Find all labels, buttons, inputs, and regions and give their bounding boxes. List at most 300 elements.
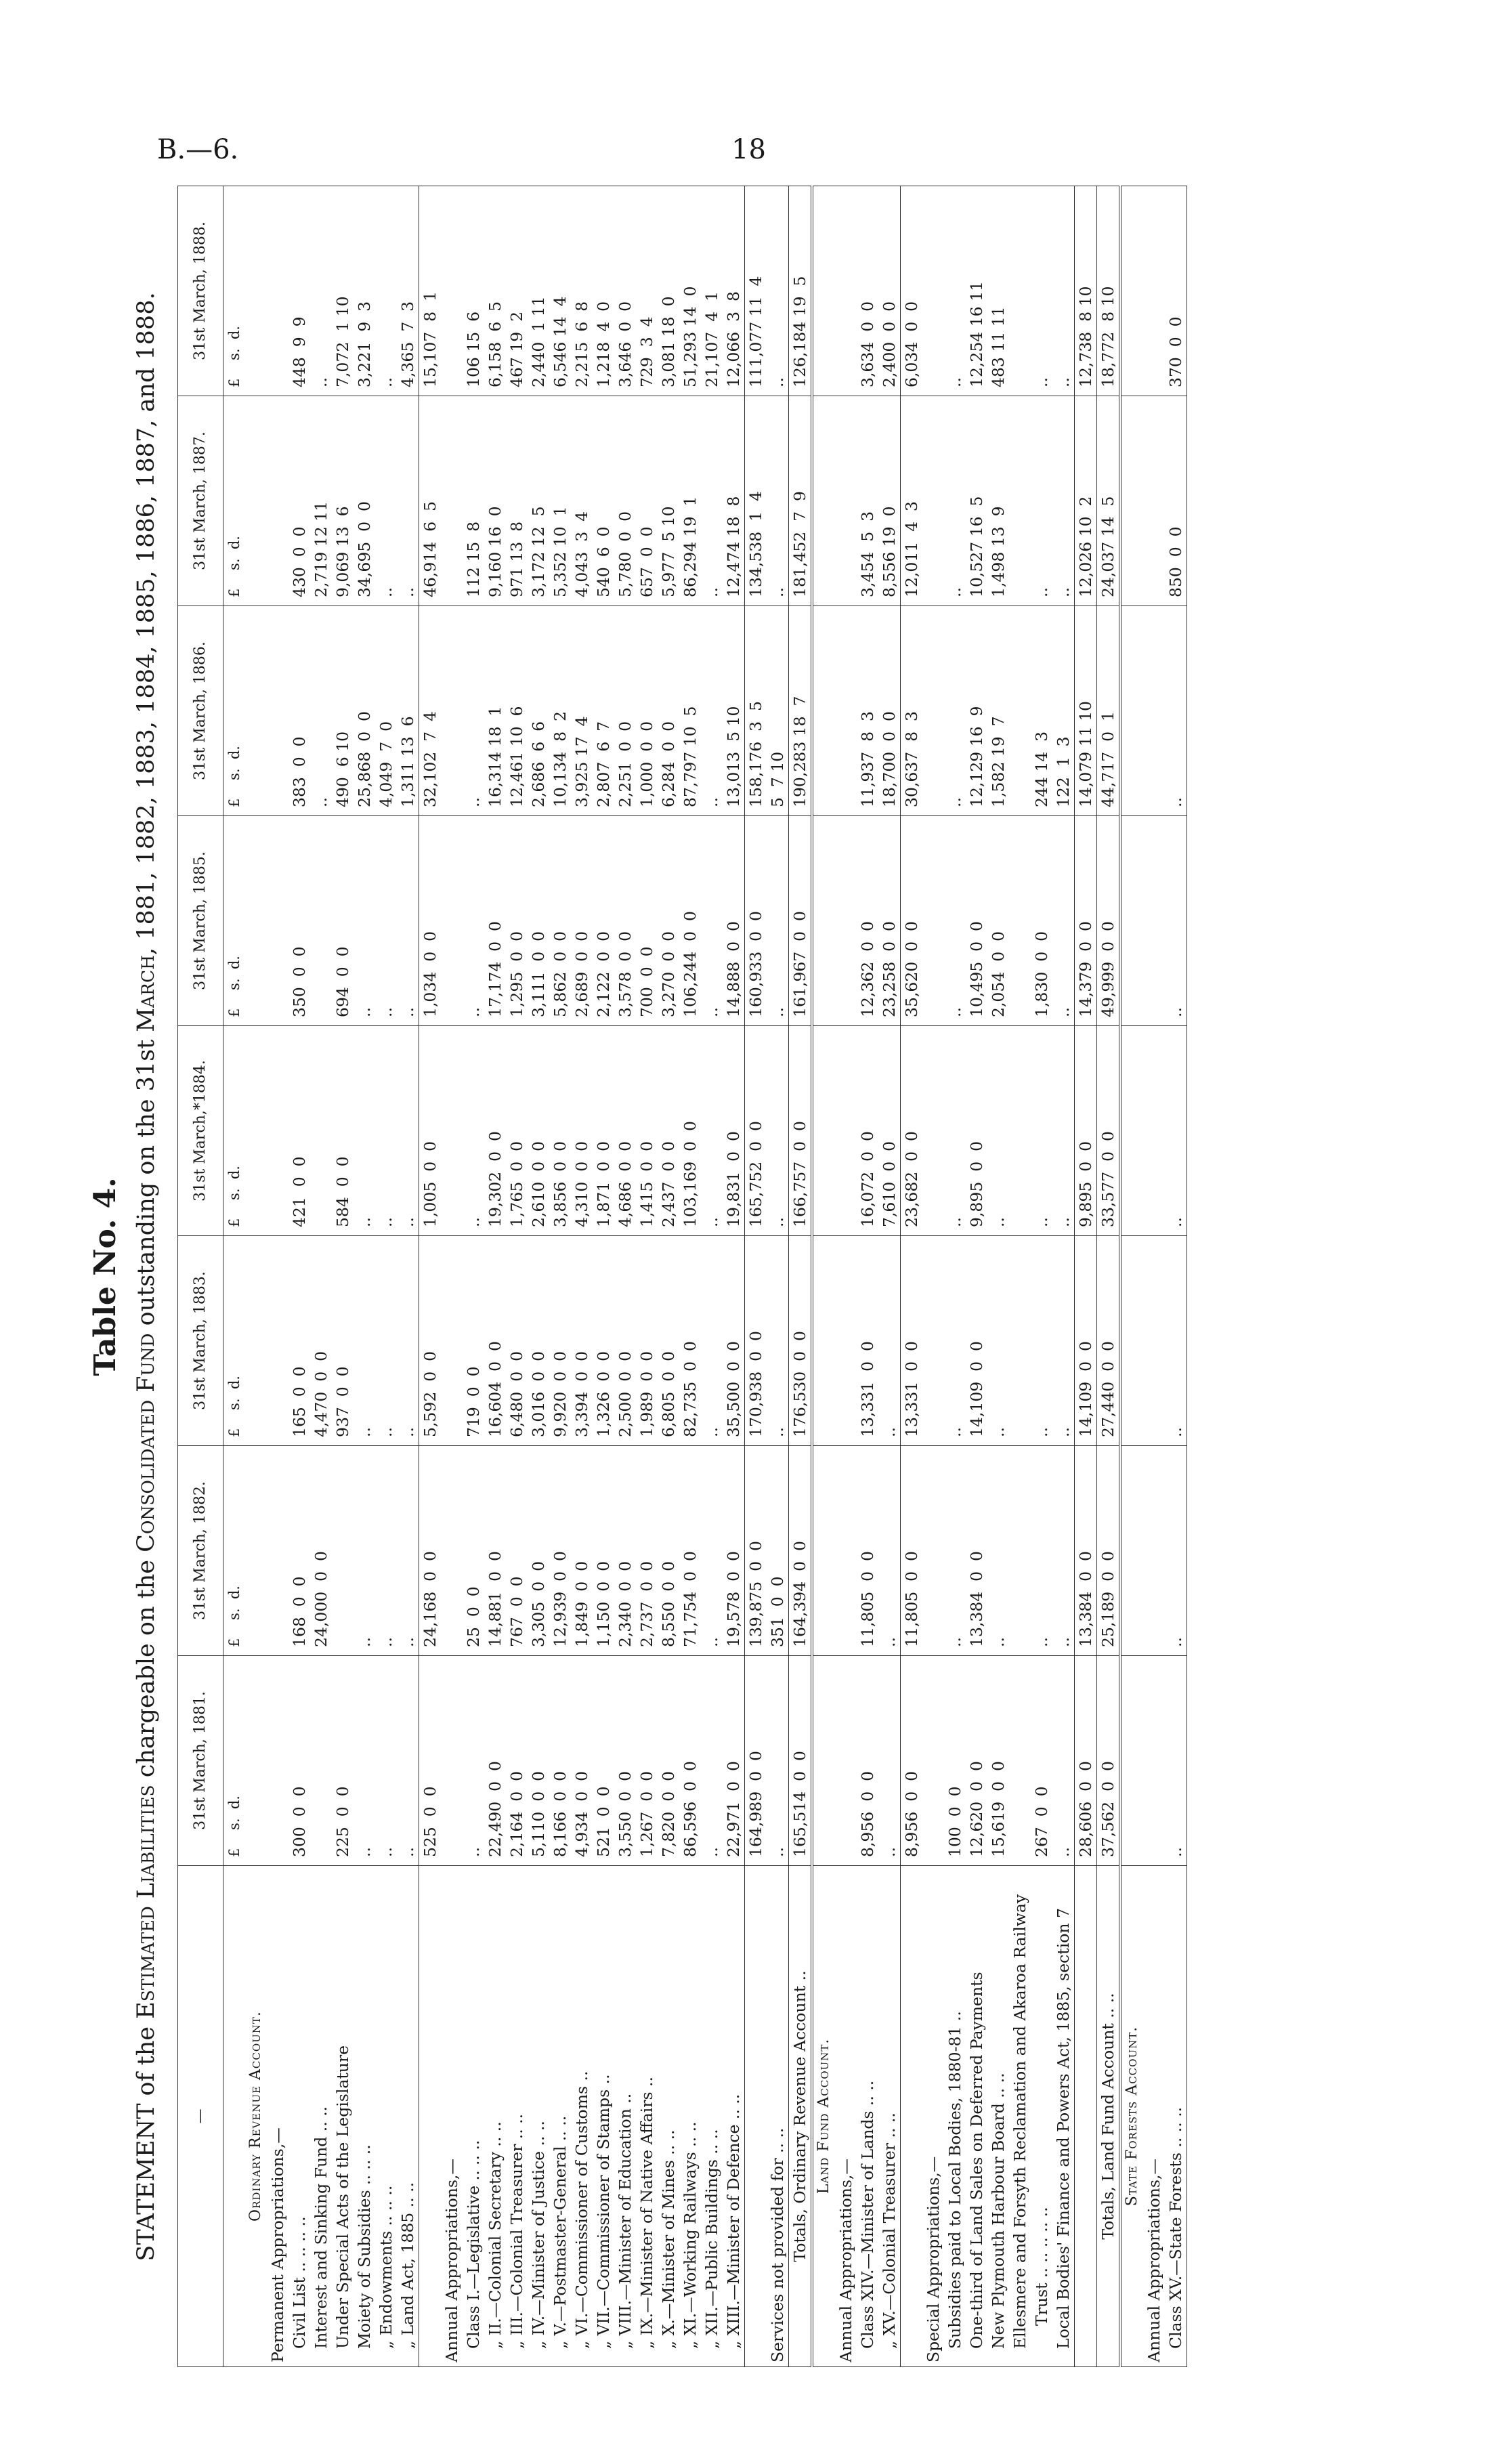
amount-cell: [1143, 1446, 1165, 1656]
table-row: [636, 186, 658, 2367]
amount-cell: 2,164 0 0: [506, 1656, 528, 1866]
row-label: Moiety of Subsidies .. .. ..: [354, 1866, 375, 2367]
amount-cell: 9,920 0 0: [549, 1236, 571, 1446]
amount-cell: ..: [878, 1446, 901, 1656]
amount-cell: 4,686 0 0: [614, 1026, 636, 1236]
table-row: [1009, 186, 1031, 2367]
row-label: „ VIII.—Minister of Education ..: [614, 1866, 636, 2367]
table-row: [723, 186, 745, 2367]
header-row: [178, 186, 223, 2367]
amount-cell: [812, 606, 835, 816]
amount-cell: [1009, 186, 1031, 396]
amount-cell: 25,868 0 0: [354, 606, 375, 816]
amount-cell: ..: [397, 1656, 419, 1866]
amount-cell: 1,311 13 6: [397, 606, 419, 816]
amount-cell: 28,606 0 0: [1075, 1656, 1097, 1866]
amount-cell: [1009, 1656, 1031, 1866]
amount-cell: 23,258 0 0: [878, 816, 901, 1026]
amount-cell: [441, 816, 463, 1026]
header-year: 31st March, 1883.: [178, 1236, 223, 1446]
amount-cell: 165,514 0 0: [789, 1656, 813, 1866]
amount-cell: 421 0 0: [288, 1026, 310, 1236]
amount-cell: 3,925 17 4: [571, 606, 593, 816]
amount-cell: [922, 1236, 944, 1446]
amount-cell: 1,415 0 0: [636, 1026, 658, 1236]
amount-cell: 23,682 0 0: [901, 1026, 923, 1236]
title-years: , 1881, 1882, 1883, 1884, 1885, 1886, 1887, and 1888.: [133, 292, 160, 956]
amount-cell: 3,394 0 0: [571, 1236, 593, 1446]
amount-cell: [441, 186, 463, 396]
row-label: „ Land Act, 1885 .. ..: [397, 1866, 419, 2367]
amount-cell: 971 13 8: [506, 396, 528, 606]
amount-cell: 11,937 8 3: [857, 606, 878, 816]
amount-cell: [1009, 1026, 1031, 1236]
amount-cell: ..: [375, 1236, 397, 1446]
amount-cell: 1,000 0 0: [636, 606, 658, 816]
amount-cell: 12,738 8 10: [1075, 186, 1097, 396]
amount-cell: 2,807 6 7: [593, 606, 614, 816]
amount-cell: 350 0 0: [288, 816, 310, 1026]
amount-cell: ..: [1165, 1446, 1187, 1656]
amount-cell: 106 15 6: [463, 186, 484, 396]
table-row: [441, 186, 463, 2367]
amount-cell: 168 0 0: [288, 1446, 310, 1656]
amount-cell: ..: [944, 1446, 966, 1656]
row-label: [1075, 1866, 1097, 2367]
amount-cell: 1,218 4 0: [593, 186, 614, 396]
units-cell: £ s. d.: [223, 1026, 246, 1236]
amount-cell: 1,989 0 0: [636, 1236, 658, 1446]
amount-cell: ..: [1052, 186, 1075, 396]
amount-cell: [835, 816, 857, 1026]
amount-cell: ..: [767, 396, 789, 606]
row-label: „ VII.—Commissioner of Stamps ..: [593, 1866, 614, 2367]
amount-cell: [267, 396, 288, 606]
amount-cell: 700 0 0: [636, 816, 658, 1026]
amount-cell: 2,437 0 0: [658, 1026, 679, 1236]
amount-cell: 490 6 10: [332, 606, 354, 816]
amount-cell: ..: [1165, 1026, 1187, 1236]
amount-cell: 9,895 0 0: [966, 1026, 987, 1236]
amount-cell: [267, 816, 288, 1026]
table-row: [310, 186, 332, 2367]
table-row: [835, 186, 857, 2367]
amount-cell: ..: [767, 1656, 789, 1866]
amount-cell: 4,365 7 3: [397, 186, 419, 396]
table-row: [463, 186, 484, 2367]
amount-cell: 8,550 0 0: [658, 1446, 679, 1656]
row-label: Totals, Land Fund Account .. ..: [1097, 1866, 1121, 2367]
amount-cell: 86,596 0 0: [679, 1656, 701, 1866]
table-row: [857, 186, 878, 2367]
amount-cell: [267, 606, 288, 816]
row-label: „ III.—Colonial Treasurer .. ..: [506, 1866, 528, 2367]
amount-cell: ..: [1031, 1446, 1052, 1656]
amount-cell: 4,934 0 0: [571, 1656, 593, 1866]
amount-cell: 1,849 0 0: [571, 1446, 593, 1656]
amount-cell: ..: [397, 1026, 419, 1236]
amount-cell: [1143, 186, 1165, 396]
units-cell: £ s. d.: [223, 186, 246, 396]
amount-cell: ..: [987, 1026, 1009, 1236]
amount-cell: [1009, 1446, 1031, 1656]
amount-cell: ..: [944, 816, 966, 1026]
amount-cell: 12,461 10 6: [506, 606, 528, 816]
amount-cell: 7,072 1 10: [332, 186, 354, 396]
table-row: [528, 186, 549, 2367]
amount-cell: [267, 1236, 288, 1446]
amount-cell: ..: [1052, 1656, 1075, 1866]
amount-cell: [835, 396, 857, 606]
amount-cell: 9,069 13 6: [332, 396, 354, 606]
table-row: [1052, 186, 1075, 2367]
amount-cell: [1143, 1026, 1165, 1236]
amount-cell: 2,215 6 8: [571, 186, 593, 396]
amount-cell: ..: [701, 1656, 723, 1866]
table-row: [987, 186, 1009, 2367]
amount-cell: [245, 1026, 267, 1236]
amount-cell: [1120, 816, 1143, 1026]
amount-cell: [1143, 1656, 1165, 1866]
total-row: [1097, 186, 1121, 2367]
table-number: Table No. 4.: [88, 1177, 123, 1376]
amount-cell: [1143, 396, 1165, 606]
row-label: „ XIII.—Minister of Defence .. ..: [723, 1866, 745, 2367]
amount-cell: 3,646 0 0: [614, 186, 636, 396]
amount-cell: 18,700 0 0: [878, 606, 901, 816]
header-year: 31st March, 1887.: [178, 396, 223, 606]
amount-cell: 19,302 0 0: [484, 1026, 506, 1236]
table-row: [506, 186, 528, 2367]
amount-cell: 525 0 0: [419, 1656, 442, 1866]
table-row: [767, 186, 789, 2367]
amount-cell: ..: [1165, 1656, 1187, 1866]
amount-cell: ..: [375, 816, 397, 1026]
amount-cell: 448 9 9: [288, 186, 310, 396]
row-label: Class I.—Legislative .. .. ..: [463, 1866, 484, 2367]
amount-cell: ..: [397, 816, 419, 1026]
row-label: „ IV.—Minister of Justice .. ..: [528, 1866, 549, 2367]
amount-cell: ..: [1165, 816, 1187, 1026]
amount-cell: ..: [375, 1656, 397, 1866]
amount-cell: 46,914 6 5: [419, 396, 442, 606]
amount-cell: 6,480 0 0: [506, 1236, 528, 1446]
section-heading-row: [812, 186, 835, 2367]
amount-cell: ..: [354, 1656, 375, 1866]
row-label: Special Appropriations,—: [922, 1866, 944, 2367]
amount-cell: 2,251 0 0: [614, 606, 636, 816]
amount-cell: 2,686 6 6: [528, 606, 549, 816]
table-row: [944, 186, 966, 2367]
row-label: Annual Appropriations,—: [1143, 1866, 1165, 2367]
amount-cell: 190,283 18 7: [789, 606, 813, 816]
amount-cell: ..: [944, 186, 966, 396]
amount-cell: 12,362 0 0: [857, 816, 878, 1026]
amount-cell: [310, 1026, 332, 1236]
row-label: Under Special Acts of the Legislature: [332, 1866, 354, 2367]
amount-cell: 181,452 7 9: [789, 396, 813, 606]
amount-cell: 3,305 0 0: [528, 1446, 549, 1656]
amount-cell: [441, 396, 463, 606]
amount-cell: 4,043 3 4: [571, 396, 593, 606]
row-label: „ XII.—Public Buildings .. ..: [701, 1866, 723, 2367]
amount-cell: 10,495 0 0: [966, 816, 987, 1026]
amount-cell: 24,037 14 5: [1097, 396, 1121, 606]
amount-cell: 540 6 0: [593, 396, 614, 606]
amount-cell: 2,054 0 0: [987, 816, 1009, 1026]
amount-cell: 8,166 0 0: [549, 1656, 571, 1866]
amount-cell: 7,820 0 0: [658, 1656, 679, 1866]
table-row: [966, 186, 987, 2367]
amount-cell: [922, 186, 944, 396]
amount-cell: [1120, 186, 1143, 396]
header-year: 31st March, 1885.: [178, 816, 223, 1026]
amount-cell: [267, 1446, 288, 1656]
amount-cell: ..: [1031, 1026, 1052, 1236]
row-label: „ II.—Colonial Secretary .. ..: [484, 1866, 506, 2367]
amount-cell: 17,174 0 0: [484, 816, 506, 1026]
total-row: [789, 186, 813, 2367]
amount-cell: 2,122 0 0: [593, 816, 614, 1026]
row-label: „ X.—Minister of Mines .. ..: [658, 1866, 679, 2367]
amount-cell: 2,737 0 0: [636, 1446, 658, 1656]
amount-cell: [441, 1446, 463, 1656]
amount-cell: 103,169 0 0: [679, 1026, 701, 1236]
row-label: „ Endowments .. .. ..: [375, 1866, 397, 2367]
amount-cell: 657 0 0: [636, 396, 658, 606]
amount-cell: ..: [1052, 1446, 1075, 1656]
table-row: [1165, 186, 1187, 2367]
amount-cell: ..: [987, 1236, 1009, 1446]
amount-cell: 3,856 0 0: [549, 1026, 571, 1236]
amount-cell: 16,072 0 0: [857, 1026, 878, 1236]
amount-cell: 4,470 0 0: [310, 1236, 332, 1446]
amount-cell: ..: [878, 1236, 901, 1446]
page-reference: B.—6.: [157, 134, 239, 165]
amount-cell: [812, 1026, 835, 1236]
amount-cell: 467 19 2: [506, 186, 528, 396]
table-row: [375, 186, 397, 2367]
amount-cell: 3,016 0 0: [528, 1236, 549, 1446]
amount-cell: 12,026 10 2: [1075, 396, 1097, 606]
amount-cell: 5,780 0 0: [614, 396, 636, 606]
table-row: [397, 186, 419, 2367]
amount-cell: 1,326 0 0: [593, 1236, 614, 1446]
row-label: Local Bodies' Finance and Powers Act, 1885, section 7: [1052, 1866, 1075, 2367]
amount-cell: 82,735 0 0: [679, 1236, 701, 1446]
amount-cell: ..: [397, 1236, 419, 1446]
amount-cell: 244 14 3: [1031, 606, 1052, 816]
row-label: „ V.—Postmaster-General .. ..: [549, 1866, 571, 2367]
amount-cell: 1,871 0 0: [593, 1026, 614, 1236]
amount-cell: 267 0 0: [1031, 1656, 1052, 1866]
amount-cell: 18,772 8 10: [1097, 186, 1121, 396]
amount-cell: 14,881 0 0: [484, 1446, 506, 1656]
header-year: 31st March, 1888.: [178, 186, 223, 396]
amount-cell: 37,562 0 0: [1097, 1656, 1121, 1866]
amount-cell: 14,109 0 0: [1075, 1236, 1097, 1446]
amount-cell: 694 0 0: [332, 816, 354, 1026]
amount-cell: 34,695 0 0: [354, 396, 375, 606]
amount-cell: 15,107 8 1: [419, 186, 442, 396]
amount-cell: ..: [701, 816, 723, 1026]
table-row: [593, 186, 614, 2367]
amount-cell: 10,527 16 5: [966, 396, 987, 606]
table-title: [133, 186, 160, 2367]
amount-cell: 139,875 0 0: [745, 1446, 767, 1656]
amount-cell: 14,079 11 10: [1075, 606, 1097, 816]
amount-cell: 35,620 0 0: [901, 816, 923, 1026]
total-row: [745, 186, 767, 2367]
amount-cell: [267, 1026, 288, 1236]
amount-cell: [441, 1656, 463, 1866]
amount-cell: 100 0 0: [944, 1656, 966, 1866]
row-label: Interest and Sinking Fund .. ..: [310, 1866, 332, 2367]
table-row: [484, 186, 506, 2367]
section-heading-row: [1120, 186, 1143, 2367]
row-label: [745, 1866, 767, 2367]
amount-cell: 8,556 19 0: [878, 396, 901, 606]
amount-cell: [1120, 1236, 1143, 1446]
units-cell: £ s. d.: [223, 1656, 246, 1866]
amount-cell: 16,314 18 1: [484, 606, 506, 816]
amount-cell: 21,107 4 1: [701, 186, 723, 396]
amount-cell: [441, 1026, 463, 1236]
amount-cell: ..: [701, 396, 723, 606]
row-label: „ IX.—Minister of Native Affairs ..: [636, 1866, 658, 2367]
amount-cell: 12,129 16 9: [966, 606, 987, 816]
amount-cell: 126,184 19 5: [789, 186, 813, 396]
amount-cell: 3,550 0 0: [614, 1656, 636, 1866]
amount-cell: 111,077 11 4: [745, 186, 767, 396]
amount-cell: 6,546 14 4: [549, 186, 571, 396]
amount-cell: 112 15 8: [463, 396, 484, 606]
total-row: [1075, 186, 1097, 2367]
row-label: Annual Appropriations,—: [835, 1866, 857, 2367]
amount-cell: ..: [701, 1026, 723, 1236]
units-cell: £ s. d.: [223, 1446, 246, 1656]
amount-cell: [1009, 1236, 1031, 1446]
table-row: [549, 186, 571, 2367]
amount-cell: 165 0 0: [288, 1236, 310, 1446]
table-row: [878, 186, 901, 2367]
header-year: 31st March, 1886.: [178, 606, 223, 816]
amount-cell: 13,384 0 0: [966, 1446, 987, 1656]
amount-cell: ..: [354, 1026, 375, 1236]
amount-cell: ..: [701, 1446, 723, 1656]
amount-cell: ..: [1052, 1236, 1075, 1446]
amount-cell: 729 3 4: [636, 186, 658, 396]
amount-cell: 9,895 0 0: [1075, 1026, 1097, 1236]
amount-cell: [812, 816, 835, 1026]
amount-cell: 2,689 0 0: [571, 816, 593, 1026]
amount-cell: 584 0 0: [332, 1026, 354, 1236]
table-row: [922, 186, 944, 2367]
amount-cell: [812, 1656, 835, 1866]
amount-cell: 719 0 0: [463, 1236, 484, 1446]
amount-cell: 430 0 0: [288, 396, 310, 606]
amount-cell: 16,604 0 0: [484, 1236, 506, 1446]
row-label: Civil List .. .. .. ..: [288, 1866, 310, 2367]
amount-cell: [1009, 396, 1031, 606]
amount-cell: 176,530 0 0: [789, 1236, 813, 1446]
title-estimated-liabilities: Estimated Liabilities: [133, 1785, 160, 2019]
amount-cell: 1,765 0 0: [506, 1026, 528, 1236]
amount-cell: 300 0 0: [288, 1656, 310, 1866]
table-body: [223, 186, 1187, 2367]
amount-cell: 2,400 0 0: [878, 186, 901, 396]
row-label: Totals, Ordinary Revenue Account ..: [789, 1866, 813, 2367]
amount-cell: 351 0 0: [767, 1446, 789, 1656]
amount-cell: 165,752 0 0: [745, 1026, 767, 1236]
title-chargeable: chargeable on the: [133, 1560, 160, 1778]
row-label: Services not provided for .. ..: [767, 1866, 789, 2367]
amount-cell: 2,610 0 0: [528, 1026, 549, 1236]
amount-cell: 106,244 0 0: [679, 816, 701, 1026]
amount-cell: 30,637 8 3: [901, 606, 923, 816]
amount-cell: 14,888 0 0: [723, 816, 745, 1026]
amount-cell: 24,000 0 0: [310, 1446, 332, 1656]
amount-cell: 164,394 0 0: [789, 1446, 813, 1656]
row-label: New Plymouth Harbour Board .. ..: [987, 1866, 1009, 2367]
table-row: [288, 186, 310, 2367]
amount-cell: 25 0 0: [463, 1446, 484, 1656]
title-consolidated-fund: Consolidated Fund: [133, 1333, 160, 1552]
table-row: [354, 186, 375, 2367]
amount-cell: 22,490 0 0: [484, 1656, 506, 1866]
amount-cell: 15,619 0 0: [987, 1656, 1009, 1866]
amount-cell: ..: [463, 816, 484, 1026]
row-label: „ VI.—Commissioner of Customs ..: [571, 1866, 593, 2367]
amount-cell: [245, 1446, 267, 1656]
amount-cell: ..: [375, 1026, 397, 1236]
amount-cell: 3,578 0 0: [614, 816, 636, 1026]
amount-cell: 5 7 10: [767, 606, 789, 816]
amount-cell: [245, 186, 267, 396]
amount-cell: 13,384 0 0: [1075, 1446, 1097, 1656]
amount-cell: [835, 1446, 857, 1656]
amount-cell: [835, 1236, 857, 1446]
amount-cell: [441, 606, 463, 816]
liabilities-table: [177, 186, 1187, 2367]
amount-cell: 19,831 0 0: [723, 1026, 745, 1236]
amount-cell: 86,294 19 1: [679, 396, 701, 606]
amount-cell: 2,500 0 0: [614, 1236, 636, 1446]
amount-cell: 161,967 0 0: [789, 816, 813, 1026]
amount-cell: 14,109 0 0: [966, 1236, 987, 1446]
amount-cell: 5,977 5 10: [658, 396, 679, 606]
row-label: [901, 1866, 923, 2367]
amount-cell: 27,440 0 0: [1097, 1236, 1121, 1446]
total-row: [901, 186, 923, 2367]
amount-cell: 164,989 0 0: [745, 1656, 767, 1866]
row-label: Permanent Appropriations,—: [267, 1866, 288, 2367]
row-label: Trust .. .. .. .. ..: [1031, 1866, 1052, 2367]
amount-cell: 2,719 12 11: [310, 396, 332, 606]
amount-cell: 13,331 0 0: [857, 1236, 878, 1446]
amount-cell: 937 0 0: [332, 1236, 354, 1446]
amount-cell: ..: [1165, 1236, 1187, 1446]
row-label: One-third of Land Sales on Deferred Payments: [966, 1866, 987, 2367]
row-label: State Forests Account.: [1120, 1866, 1143, 2367]
amount-cell: [812, 396, 835, 606]
amount-cell: ..: [767, 1026, 789, 1236]
amount-cell: 9,160 16 0: [484, 396, 506, 606]
amount-cell: 8,956 0 0: [857, 1656, 878, 1866]
amount-cell: [441, 1236, 463, 1446]
amount-cell: [1143, 816, 1165, 1026]
amount-cell: [812, 186, 835, 396]
